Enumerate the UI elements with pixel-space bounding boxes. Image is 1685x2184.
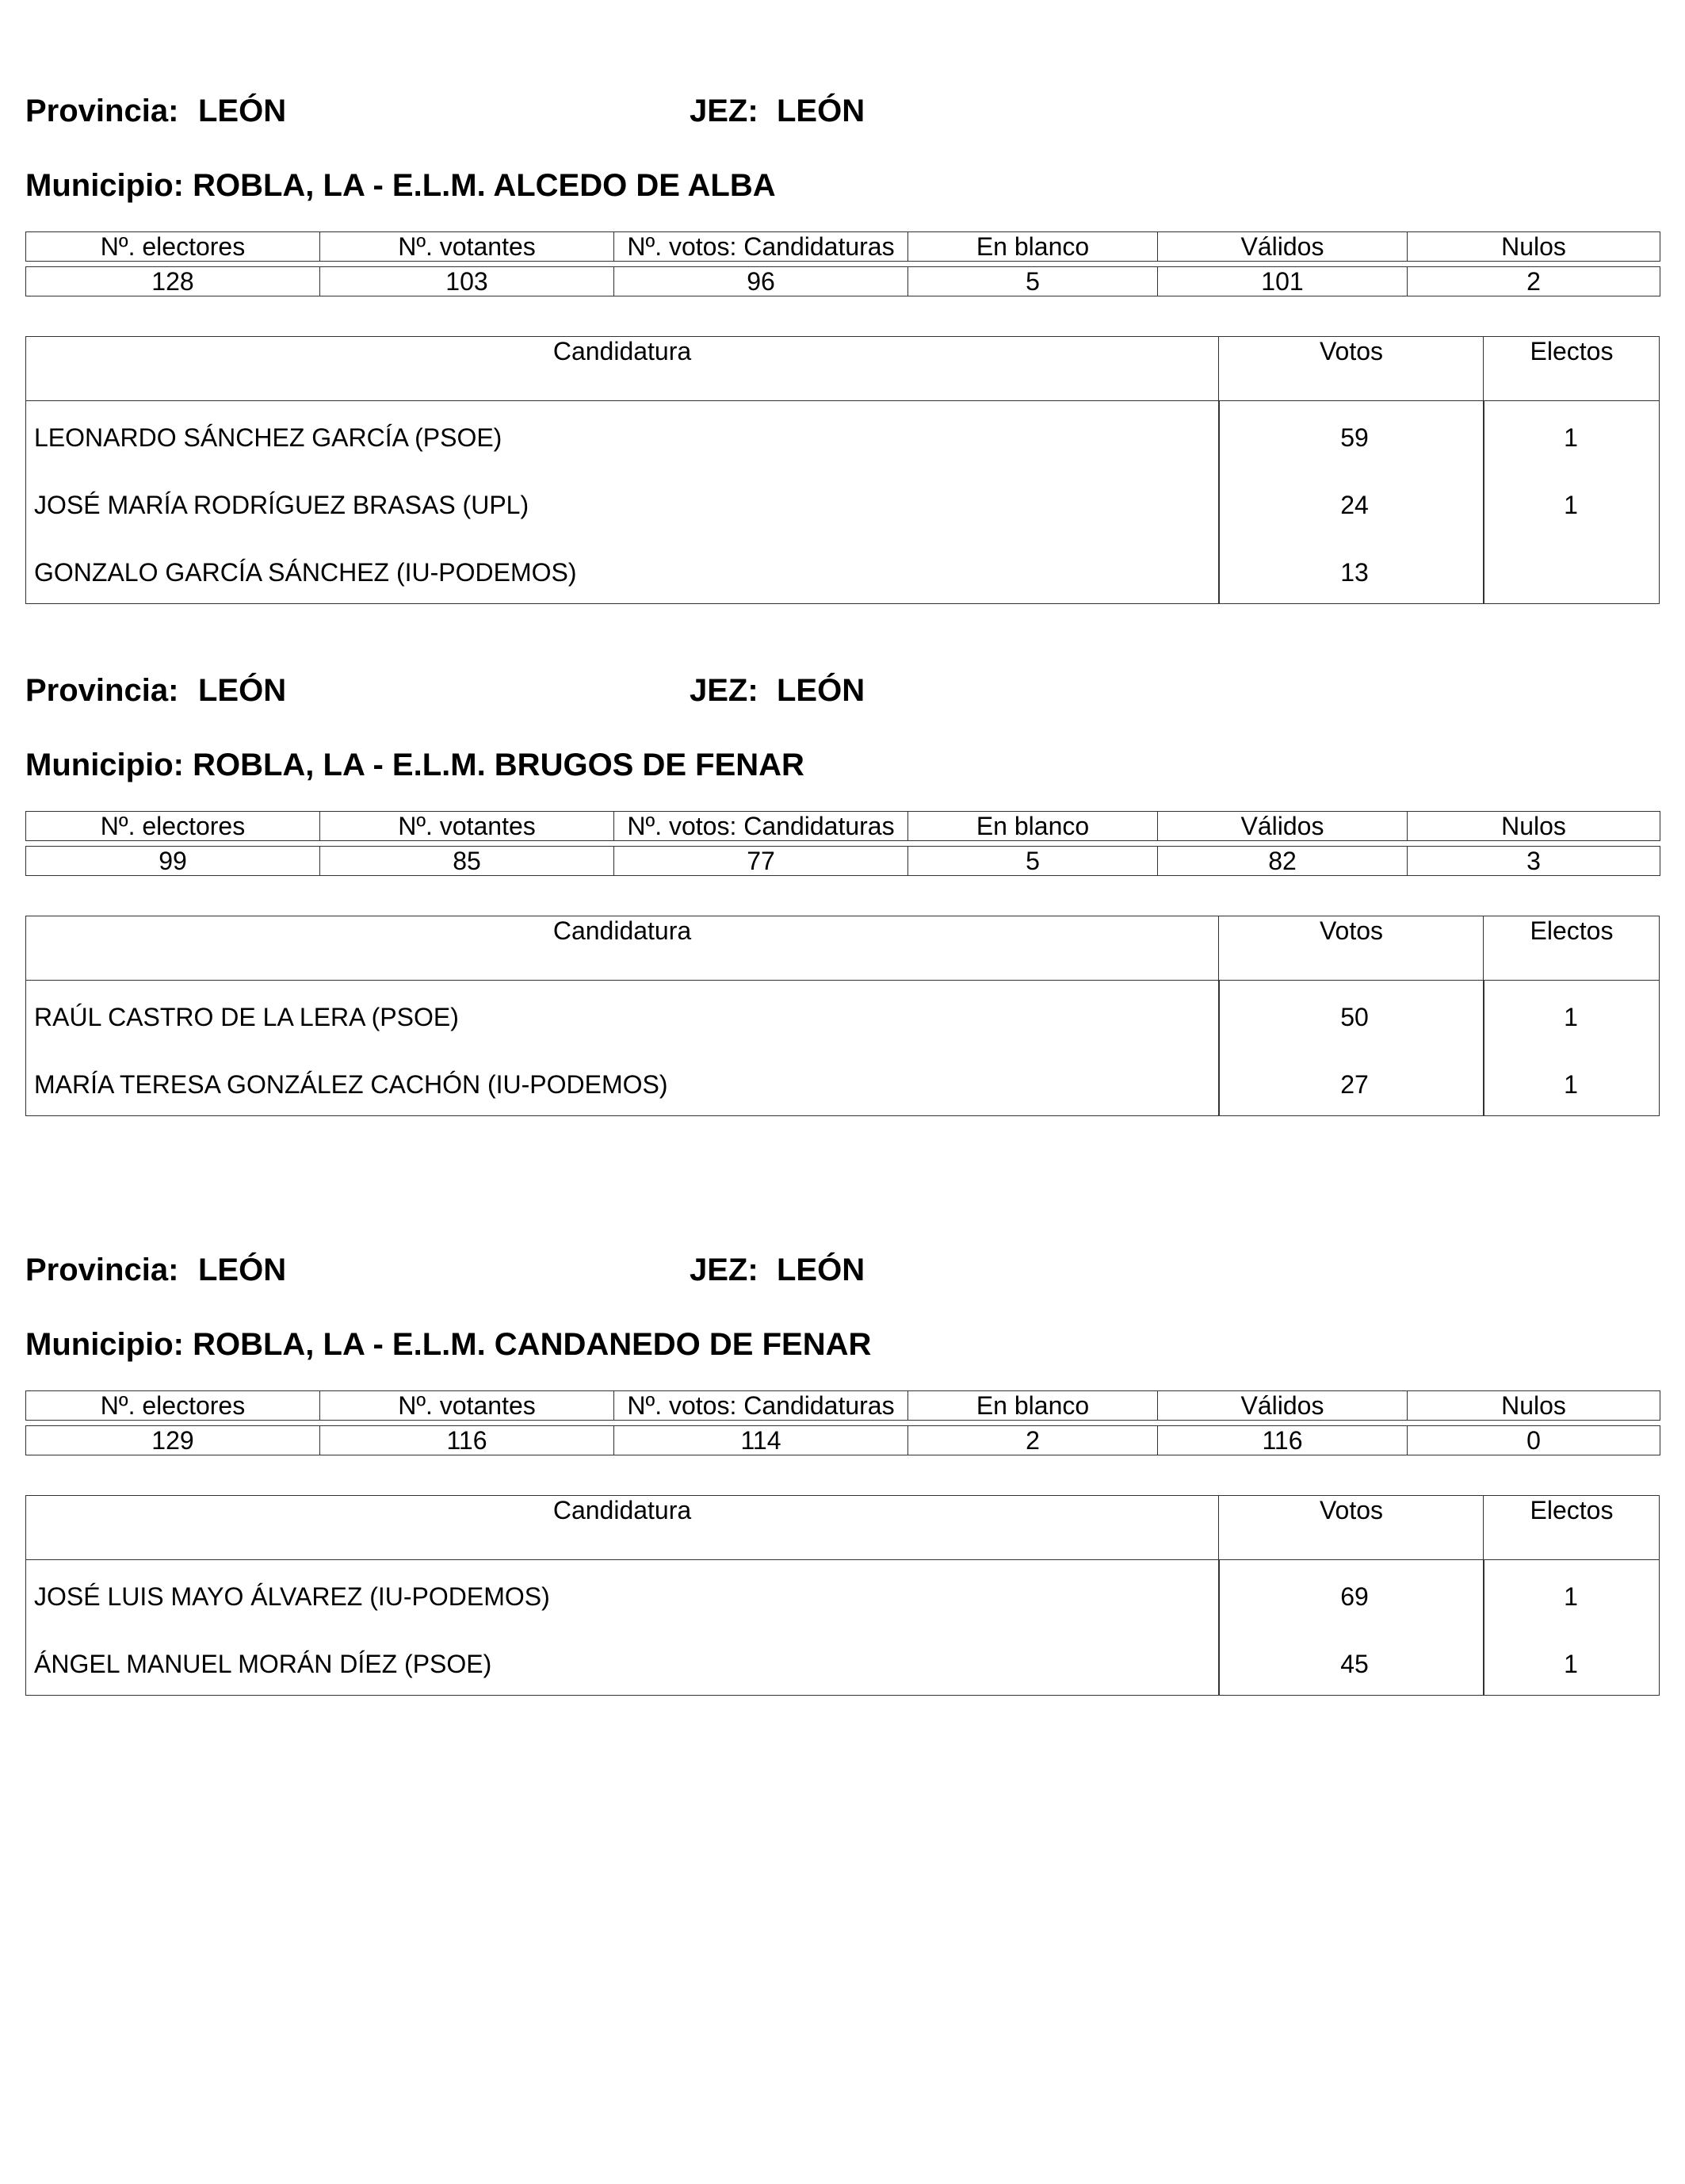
- candidate-row: [26, 401, 1659, 469]
- municipio-value: ROBLA, LA - E.L.M. ALCEDO DE ALBA: [193, 168, 776, 203]
- candidate-electos: 1: [1564, 491, 1578, 519]
- candidate-votos: 45: [1340, 1650, 1369, 1678]
- stats-value-votantes: 103: [320, 267, 614, 296]
- candidates-header: [26, 916, 1659, 981]
- candidate-row: [26, 469, 1659, 536]
- votos-header: Votos: [1319, 916, 1384, 945]
- stats-value-electores: 129: [26, 1426, 320, 1455]
- results-section-alcedo: [25, 0, 1660, 587]
- candidates-body: [26, 1560, 1659, 1695]
- municipio-value: ROBLA, LA - E.L.M. BRUGOS DE FENAR: [193, 748, 804, 782]
- stats-table: [25, 1390, 1660, 1455]
- stats-table: [25, 231, 1660, 296]
- stats-header-votos-candidaturas: Nº. votos: Candidaturas: [614, 812, 908, 841]
- candidate-votos: 27: [1340, 1070, 1369, 1099]
- jez-value: LEÓN: [777, 673, 865, 708]
- stats-header-validos: Válidos: [1158, 232, 1408, 262]
- candidatura-header: Candidatura: [26, 916, 1219, 980]
- candidate-row: [26, 1560, 1659, 1627]
- candidates-body: [26, 401, 1659, 603]
- provincia-label: Provincia:: [25, 673, 179, 708]
- jez-label: JEZ:: [690, 1253, 758, 1287]
- candidates-body: [26, 981, 1659, 1115]
- municipio-line: [25, 746, 804, 784]
- candidate-name: JOSÉ LUIS MAYO ÁLVAREZ (IU-PODEMOS): [34, 1582, 550, 1611]
- candidatura-header: Candidatura: [26, 337, 1219, 400]
- stats-header-en-blanco: En blanco: [908, 1391, 1158, 1421]
- stats-value-nulos: 3: [1408, 847, 1660, 876]
- municipio-label: Municipio:: [25, 168, 184, 203]
- stats-value-votantes: 85: [320, 847, 614, 876]
- jez-value: LEÓN: [777, 1253, 865, 1287]
- jez-value: LEÓN: [777, 94, 865, 128]
- stats-value-votos-candidaturas: 77: [614, 847, 908, 876]
- results-section-candanedo: [25, 1159, 1660, 1678]
- stats-header-votantes: Nº. votantes: [320, 1391, 614, 1421]
- stats-value-nulos: 0: [1408, 1426, 1660, 1455]
- candidate-votos: 24: [1340, 491, 1369, 519]
- provincia-value: LEÓN: [198, 94, 287, 128]
- candidate-electos: 1: [1564, 1582, 1578, 1611]
- stats-header-validos: Válidos: [1158, 812, 1408, 841]
- candidates-table: [25, 336, 1660, 604]
- provincia-value: LEÓN: [198, 673, 287, 708]
- municipio-value: ROBLA, LA - E.L.M. CANDANEDO DE FENAR: [193, 1327, 872, 1362]
- candidates-header: [26, 1496, 1659, 1560]
- jez-label: JEZ:: [690, 94, 758, 128]
- stats-header-electores: Nº. electores: [26, 232, 320, 262]
- candidates-header: [26, 337, 1659, 401]
- candidate-row: [26, 981, 1659, 1048]
- candidate-row: [26, 1627, 1659, 1695]
- electos-header: Electos: [1483, 1496, 1660, 1559]
- provincia-label: Provincia:: [25, 94, 179, 128]
- candidate-electos: 1: [1564, 1650, 1578, 1678]
- provincia-value: LEÓN: [198, 1253, 287, 1287]
- jez-label: JEZ:: [690, 673, 758, 708]
- candidate-name: RAÚL CASTRO DE LA LERA (PSOE): [34, 1003, 459, 1031]
- stats-header-en-blanco: En blanco: [908, 232, 1158, 262]
- candidate-name: GONZALO GARCÍA SÁNCHEZ (IU-PODEMOS): [34, 558, 577, 587]
- candidate-name: LEONARDO SÁNCHEZ GARCÍA (PSOE): [34, 423, 502, 452]
- stats-value-validos: 101: [1158, 267, 1408, 296]
- stats-value-nulos: 2: [1408, 267, 1660, 296]
- municipio-label: Municipio:: [25, 1327, 184, 1362]
- votos-header: Votos: [1319, 337, 1384, 365]
- municipio-line: [25, 1325, 871, 1364]
- candidates-table: [25, 916, 1660, 1116]
- stats-gap: [26, 841, 1660, 847]
- candidates-table: [25, 1495, 1660, 1696]
- stats-value-votos-candidaturas: 114: [614, 1426, 908, 1455]
- stats-header-validos: Válidos: [1158, 1391, 1408, 1421]
- stats-header-electores: Nº. electores: [26, 1391, 320, 1421]
- votos-header: Votos: [1319, 1496, 1384, 1524]
- stats-value-votos-candidaturas: 96: [614, 267, 908, 296]
- stats-header-votos-candidaturas: Nº. votos: Candidaturas: [614, 232, 908, 262]
- candidate-electos: 1: [1564, 1003, 1578, 1031]
- candidate-electos: 1: [1564, 423, 1578, 452]
- stats-value-en-blanco: 2: [908, 1426, 1158, 1455]
- stats-header-en-blanco: En blanco: [908, 812, 1158, 841]
- stats-value-en-blanco: 5: [908, 267, 1158, 296]
- candidatura-header: Candidatura: [26, 1496, 1219, 1559]
- stats-value-validos: 116: [1158, 1426, 1408, 1455]
- stats-gap: [26, 262, 1660, 267]
- stats-header-nulos: Nulos: [1408, 232, 1660, 262]
- candidate-name: ÁNGEL MANUEL MORÁN DÍEZ (PSOE): [34, 1650, 492, 1678]
- municipio-label: Municipio:: [25, 748, 184, 782]
- electos-header: Electos: [1483, 337, 1660, 400]
- stats-value-votantes: 116: [320, 1426, 614, 1455]
- stats-header-electores: Nº. electores: [26, 812, 320, 841]
- stats-header-nulos: Nulos: [1408, 1391, 1660, 1421]
- candidate-row: [26, 1048, 1659, 1115]
- stats-header-votantes: Nº. votantes: [320, 812, 614, 841]
- stats-header-votos-candidaturas: Nº. votos: Candidaturas: [614, 1391, 908, 1421]
- candidate-electos: 1: [1564, 1070, 1578, 1099]
- candidate-name: MARÍA TERESA GONZÁLEZ CACHÓN (IU-PODEMOS): [34, 1070, 668, 1099]
- stats-header-nulos: Nulos: [1408, 812, 1660, 841]
- stats-table: [25, 811, 1660, 876]
- provincia-label: Provincia:: [25, 1253, 179, 1287]
- candidate-votos: 59: [1340, 423, 1369, 452]
- candidate-votos: 50: [1340, 1003, 1369, 1031]
- municipio-line: [25, 166, 776, 205]
- candidate-votos: 69: [1340, 1582, 1369, 1611]
- candidate-votos: 13: [1340, 558, 1369, 587]
- stats-value-electores: 128: [26, 267, 320, 296]
- stats-gap: [26, 1421, 1660, 1426]
- stats-header-votantes: Nº. votantes: [320, 232, 614, 262]
- electos-header: Electos: [1483, 916, 1660, 980]
- stats-value-electores: 99: [26, 847, 320, 876]
- stats-value-en-blanco: 5: [908, 847, 1158, 876]
- results-section-brugos: [25, 579, 1660, 1099]
- stats-value-validos: 82: [1158, 847, 1408, 876]
- candidate-name: JOSÉ MARÍA RODRÍGUEZ BRASAS (UPL): [34, 491, 529, 519]
